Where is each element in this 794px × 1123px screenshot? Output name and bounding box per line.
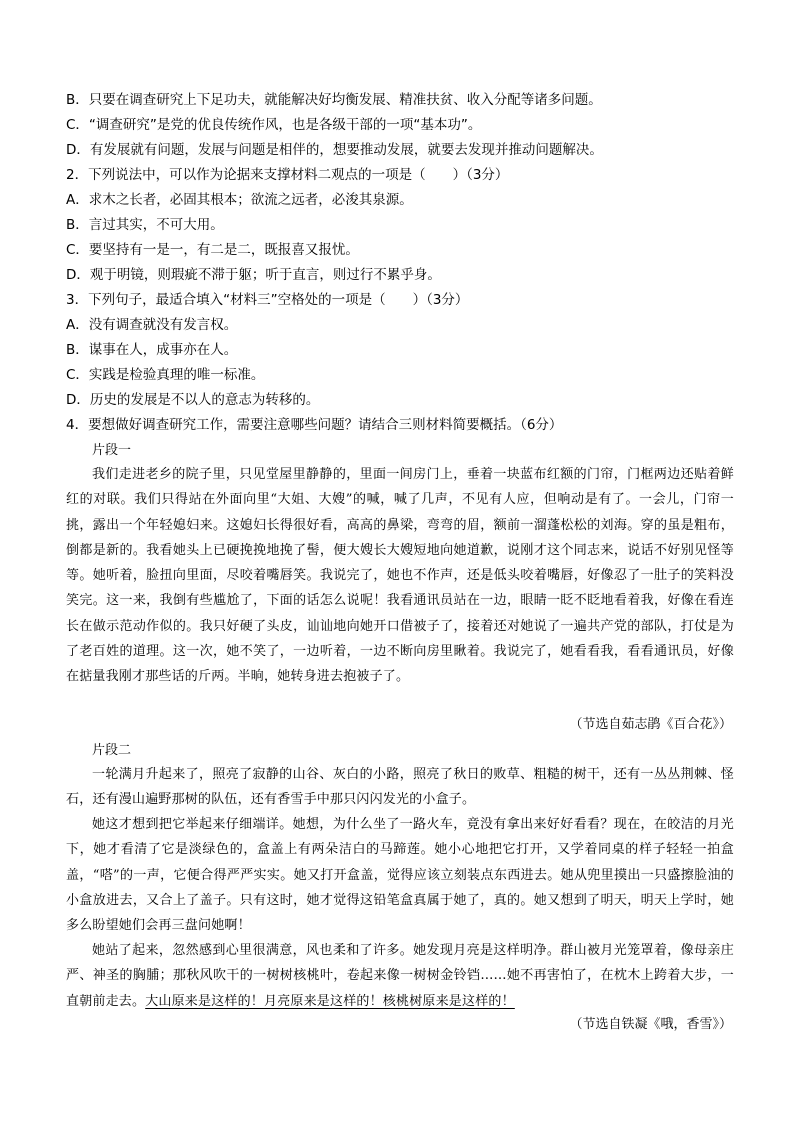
fragment2-paragraph-3-text: 她站了起来，忽然感到心里很满意，风也柔和了许多。她发现月亮是这样明净。群山被月光笼罩着，像母亲庄严、神圣的胸脯；那秋风吹干的一树树核桃叶，卷起来像一树树金铃铛……她不再害怕了，在枕木上跨着大步，一直朝前走去。 [66, 943, 734, 1009]
fragment2-heading: 片段二 [92, 743, 132, 758]
fragment2-paragraph-3 [66, 938, 734, 1014]
q2-option-a: A．求木之长者，必固其根本；欲流之远者，必浚其泉源。 [66, 192, 413, 208]
q1-option-d: D．有发展就有问题，发展与问题是相伴的，想要推动发展，就要去发现并推动问题解决。 [66, 142, 603, 158]
q3-stem: 3．下列句子，最适合填入“材料三”空格处的一项是（ ）（3分） [66, 292, 469, 308]
q2-option-c: C．要坚持有一是一，有二是二，既报喜又报忧。 [66, 242, 359, 258]
q3-option-a: A．没有调查就没有发言权。 [66, 317, 238, 333]
q2-option-b: B．言过其实，不可大用。 [66, 217, 224, 233]
q3-option-b: B．谋事在人，成事亦在人。 [66, 342, 238, 358]
fragment2-paragraph-2: 她这才想到把它举起来仔细端详。她想，为什么坐了一路火车，竟没有拿出来好好看看？现在，在皎洁的月光下，她才看清了它是淡绿色的，盒盖上有两朵洁白的马蹄莲。她小心地把它打开，又学着同桌的样子轻轻一拍盒盖，“嗒”的一声，它便合得严严实实。她又打开盒盖，觉得应该立刻装点东西进去。她从兜里摸出一只盛擦脸油的小盒放进去，又合上了盖子。只有这时，她才觉得这铅笔盒真属于她了，真的。她又想到了明天，明天上学时，她多么盼望她们会再三盘问她啊！ [66, 817, 734, 934]
fragment1-source: （节选自茹志鹃《百合花》） [569, 717, 732, 732]
fragment2-paragraph-1: 一轮满月升起来了，照亮了寂静的山谷、灰白的小路，照亮了秋日的败草、粗糙的树干，还有一丛丛荆棘、怪石，还有漫山遍野那树的队伍，还有香雪手中那只闪闪发光的小盒子。 [66, 767, 734, 808]
fragment1-heading: 片段一 [92, 443, 132, 458]
fragment2-source: （节选自铁凝《哦，香雪》） [569, 1017, 732, 1032]
q4-stem: 4．要想做好调查研究工作，需要注意哪些问题？请结合三则材料简要概括。（6分） [66, 417, 563, 433]
q1-option-b: B．只要在调查研究上下足功夫，就能解决好均衡发展、精准扶贫、收入分配等诸多问题。 [66, 92, 602, 108]
q2-option-d: D．观于明镜，则瑕疵不滞于躯；听于直言，则过行不累乎身。 [66, 267, 441, 283]
q2-stem: 2．下列说法中，可以作为论据来支撑材料二观点的一项是（ ）（3分） [66, 167, 509, 183]
q3-option-c: C．实践是检验真理的唯一标准。 [66, 367, 265, 383]
underlined-sentence: 大山原来是这样的！月亮原来是这样的！核桃树原来是这样的！ [145, 993, 515, 1009]
q1-option-c: C．“调查研究”是党的优良传统作风，也是各级干部的一项“基本功”。 [66, 117, 482, 133]
fragment1-text: 我们走进老乡的院子里，只见堂屋里静静的，里面一间房门上，垂着一块蓝布红额的门帘，门框两边还贴着鲜红的对联。我们只得站在外面向里“大姐、大嫂”的喊，喊了几声，不见有人应，但响动是有了。一会儿，门帘一挑，露出一个年轻媳妇来。这媳妇长得很好看，高高的鼻梁，弯弯的眉，额前一溜蓬松松的刘海。穿的虽是粗布，倒都是新的。我看她头上已硬挽挽地挽了髻，便大嫂长大嫂短地向她道歉，说刚才这个同志来，说话不好别见怪等等。她听着，脸扭向里面，尽咬着嘴唇笑。我说完了，她也不作声，还是低头咬着嘴唇，好像忍了一肚子的笑料没笑完。这一来，我倒有些尴尬了，下面的话怎么说呢！我看通讯员站在一边，眼睛一眨不眨地看着我，好像在看连长在做示范动作似的。我只好硬了头皮，讪讪地向她开口借被子了，接着还对她说了一遍共产党的部队，打仗是为了老百姓的道理。这一次，她不笑了，一边听着，一边不断向房里瞅着。我说完了，她看看我，看看通讯员，好像在掂量我刚才那些话的斤两。半晌，她转身进去抱被子了。 [66, 467, 734, 685]
q3-option-d: D．历史的发展是不以人的意志为转移的。 [66, 392, 320, 408]
